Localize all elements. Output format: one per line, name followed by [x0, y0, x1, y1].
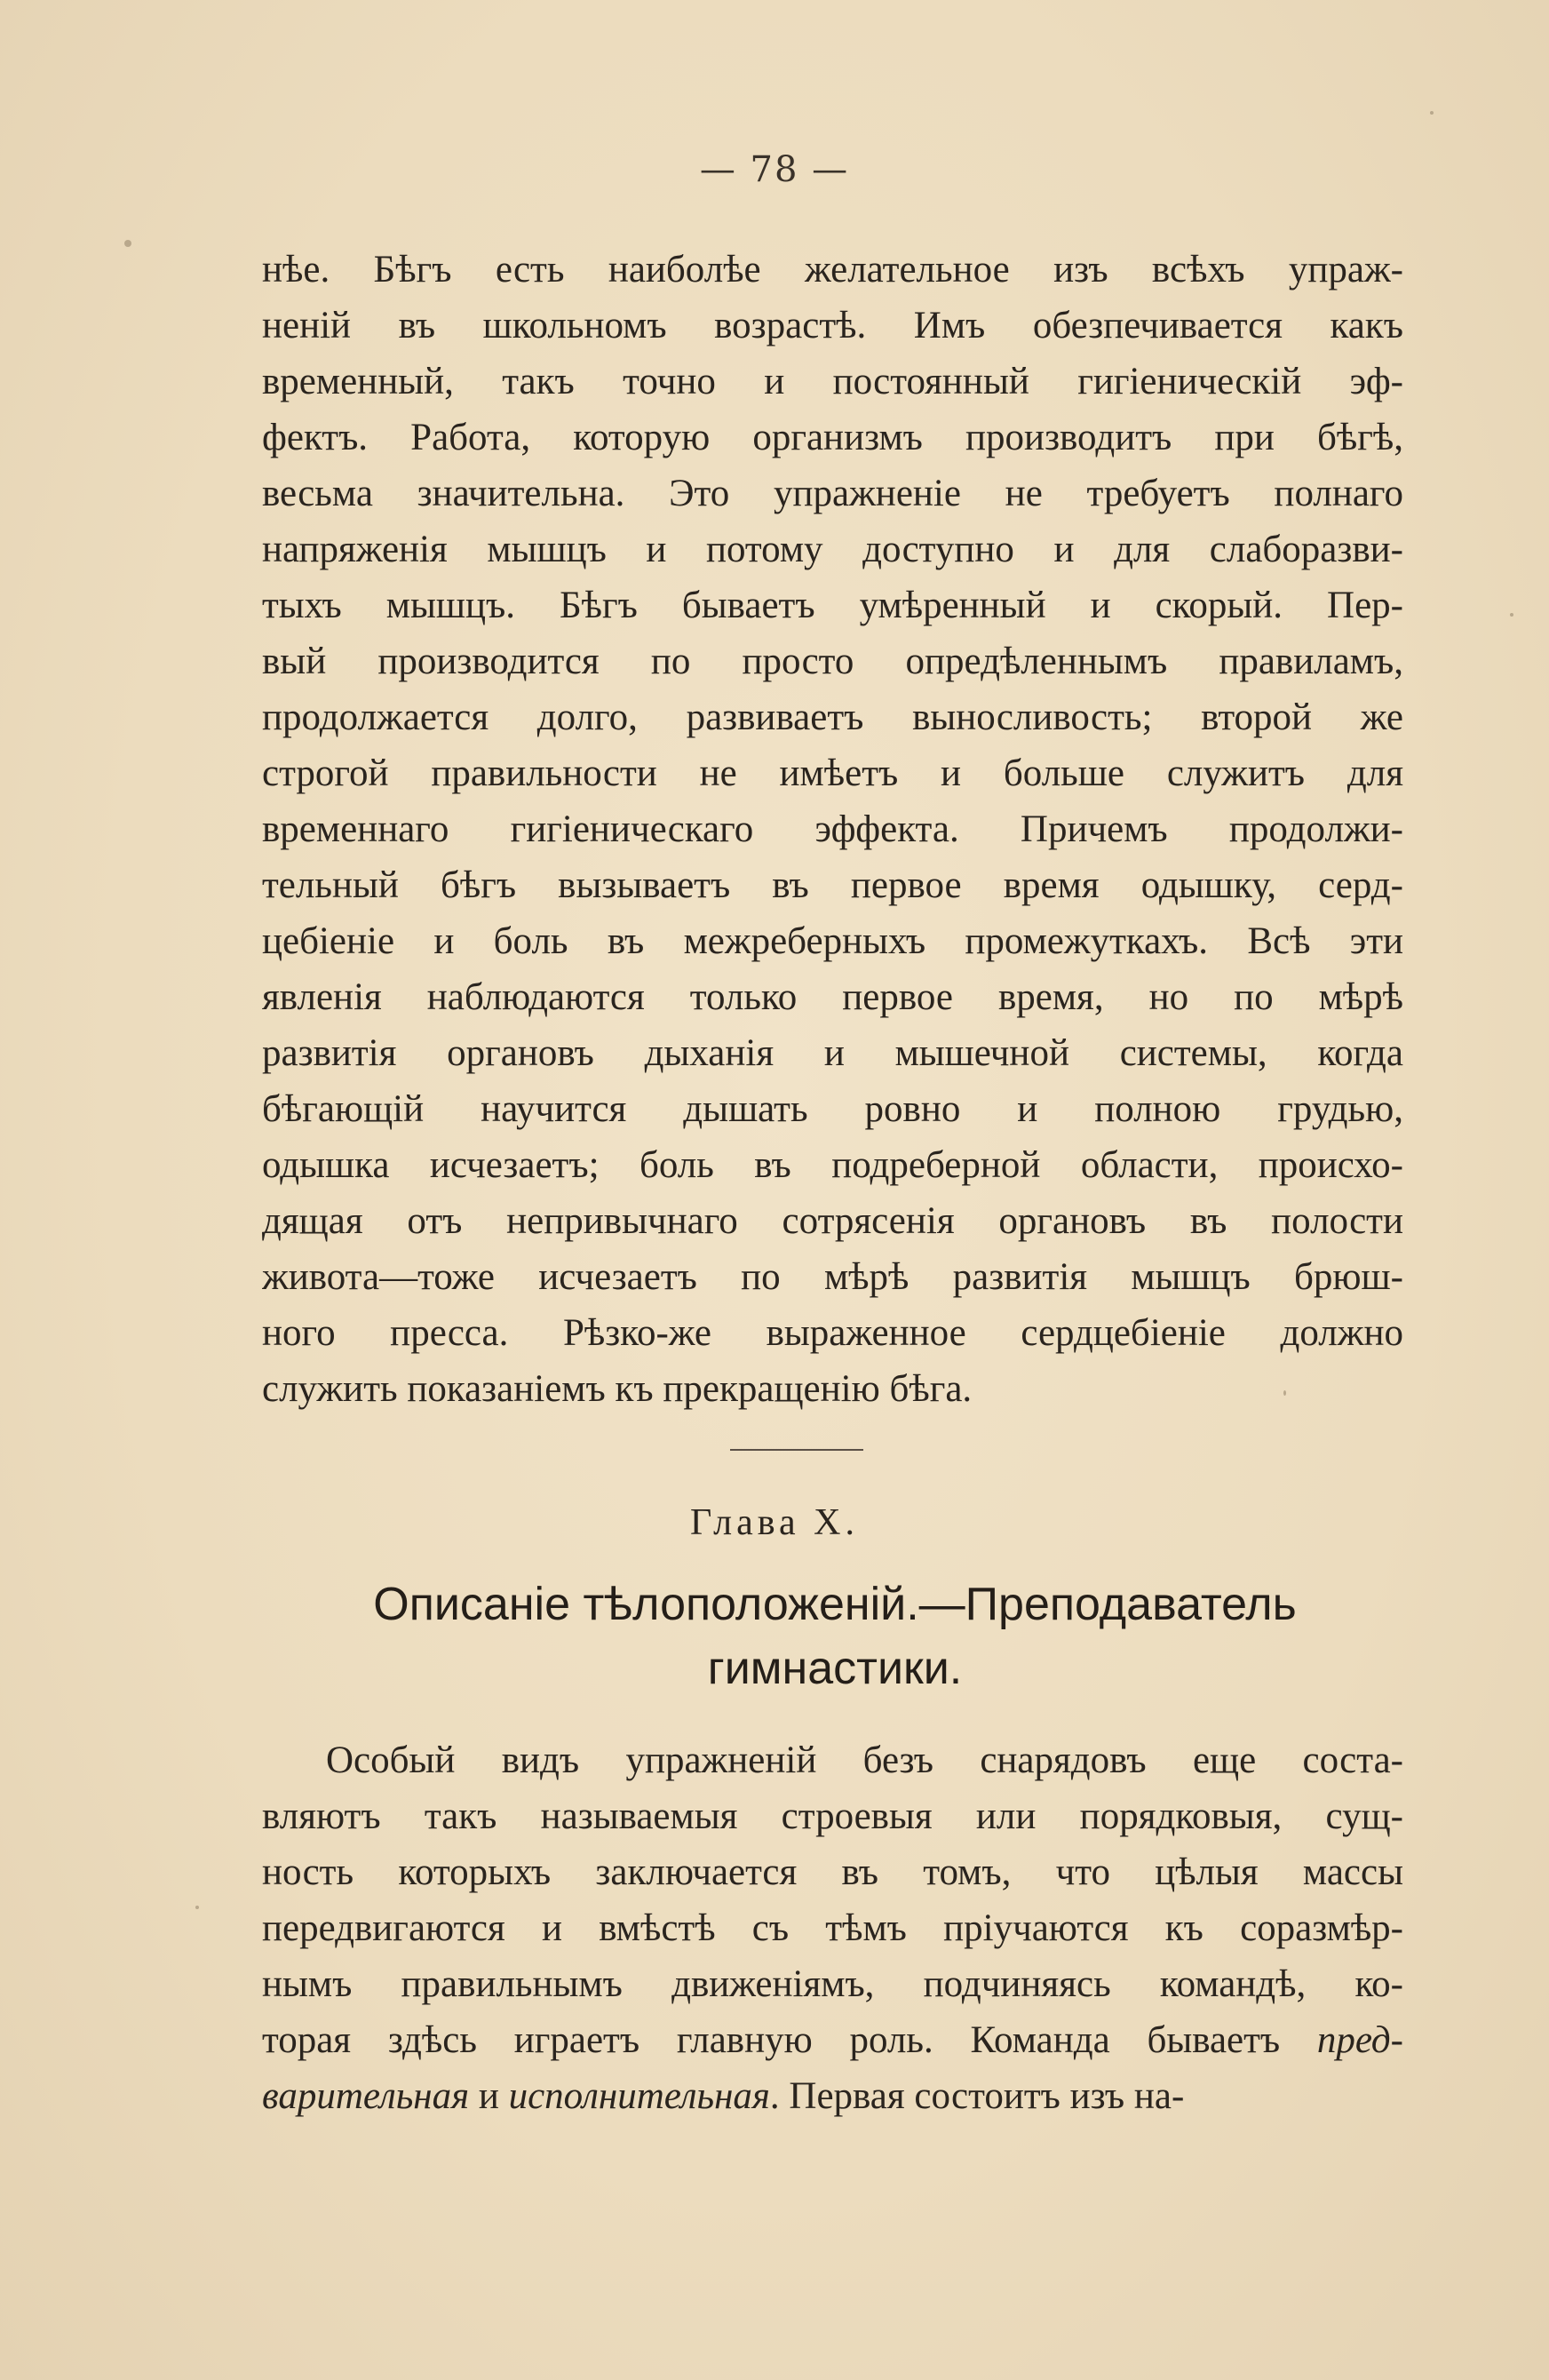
text-line: тельный бѣгъ вызываетъ въ первое время одышку, серд- [262, 864, 1403, 906]
text-line: одышка исчезаетъ; боль въ подреберной области, происхо- [262, 1144, 1403, 1186]
text-line [262, 2012, 1403, 2068]
text-line: нымъ правильнымъ движеніямъ, подчиняясь командѣ, ко- [262, 1963, 1403, 2005]
text-line: Особый видъ упражненій безъ снарядовъ еще соста- [326, 1739, 1403, 1781]
text-line: вляютъ такъ называемыя строевыя или порядковыя, сущ- [262, 1795, 1403, 1837]
text-line: живота—тоже исчезаетъ по мѣрѣ развитія мышцъ брюш- [262, 1256, 1403, 1298]
text-line: передвигаются и вмѣстѣ съ тѣмъ пріучаются къ соразмѣр- [262, 1907, 1403, 1949]
paragraph-running-text [262, 242, 1403, 1417]
paper-speck [1510, 613, 1513, 617]
text-line: бѣгающій научится дышать ровно и полною грудью, [262, 1088, 1403, 1130]
text-line: фектъ. Работа, которую организмъ производитъ при бѣгѣ, [262, 417, 1403, 458]
text-line: продолжается долго, развиваетъ выносливость; второй же [262, 696, 1403, 738]
italic-term: варительная [262, 2075, 470, 2117]
paper-speck [1430, 111, 1434, 115]
chapter-title-line: Описаніе тѣлоположеній.—Преподаватель [373, 1579, 1297, 1630]
page-number: — 78 — [699, 149, 850, 190]
paper-speck [124, 240, 131, 247]
text-line: ность которыхъ заключается въ томъ, что цѣлыя массы [262, 1851, 1403, 1893]
section-divider [730, 1449, 863, 1451]
chapter-label: Глава X. [690, 1502, 859, 1543]
italic-term: исполнительная [508, 2075, 770, 2117]
text-line: служить показаніемъ къ прекращенію бѣга. [262, 1368, 973, 1410]
chapter-title-line: гимнастики. [707, 1643, 963, 1694]
text-segment: . Первая состоитъ изъ на- [769, 2075, 1185, 2117]
text-line: строгой правильности не имѣетъ и больше служитъ для [262, 752, 1403, 794]
paper-speck [195, 1906, 199, 1909]
text-segment: торая здѣсь играетъ главную роль. Команда бываетъ [262, 2019, 1281, 2061]
text-line: вый производится по просто опредѣленнымъ правиламъ, [262, 641, 1403, 682]
paper-speck [1283, 1390, 1286, 1396]
text-line: напряженія мышцъ и потому доступно и для слаборазви- [262, 529, 1403, 570]
text-line: нѣе. Бѣгъ есть наиболѣе желательное изъ всѣхъ упраж- [262, 249, 1403, 291]
text-line: тыхъ мышцъ. Бѣгъ бываетъ умѣренный и скорый. Пер- [262, 585, 1403, 626]
text-line: развитія органовъ дыханія и мышечной системы, когда [262, 1032, 1403, 1074]
italic-term: пред- [1316, 2019, 1403, 2061]
text-line [262, 2068, 1403, 2124]
text-line: цебіеніе и боль въ межреберныхъ промежуткахъ. Всѣ эти [262, 920, 1403, 962]
paragraph-chapter-text [262, 1732, 1403, 2124]
chapter-title [266, 1572, 1403, 1700]
text-line: явленія наблюдаются только первое время, но по мѣрѣ [262, 976, 1403, 1018]
text-line: весьма значительна. Это упражненіе не требуетъ полнаго [262, 473, 1403, 514]
text-line: неній въ школьномъ возрастѣ. Имъ обезпечивается какъ [262, 305, 1403, 346]
text-line: дящая отъ непривычнаго сотрясенія органовъ въ полости [262, 1200, 1403, 1242]
text-line: ного пресса. Рѣзко-же выраженное сердцебіеніе должно [262, 1312, 1403, 1354]
text-segment: и [469, 2075, 509, 2117]
text-line: временный, такъ точно и постоянный гигіеническій эф- [262, 361, 1403, 402]
text-line: временнаго гигіеническаго эффекта. Причемъ продолжи- [262, 808, 1403, 850]
